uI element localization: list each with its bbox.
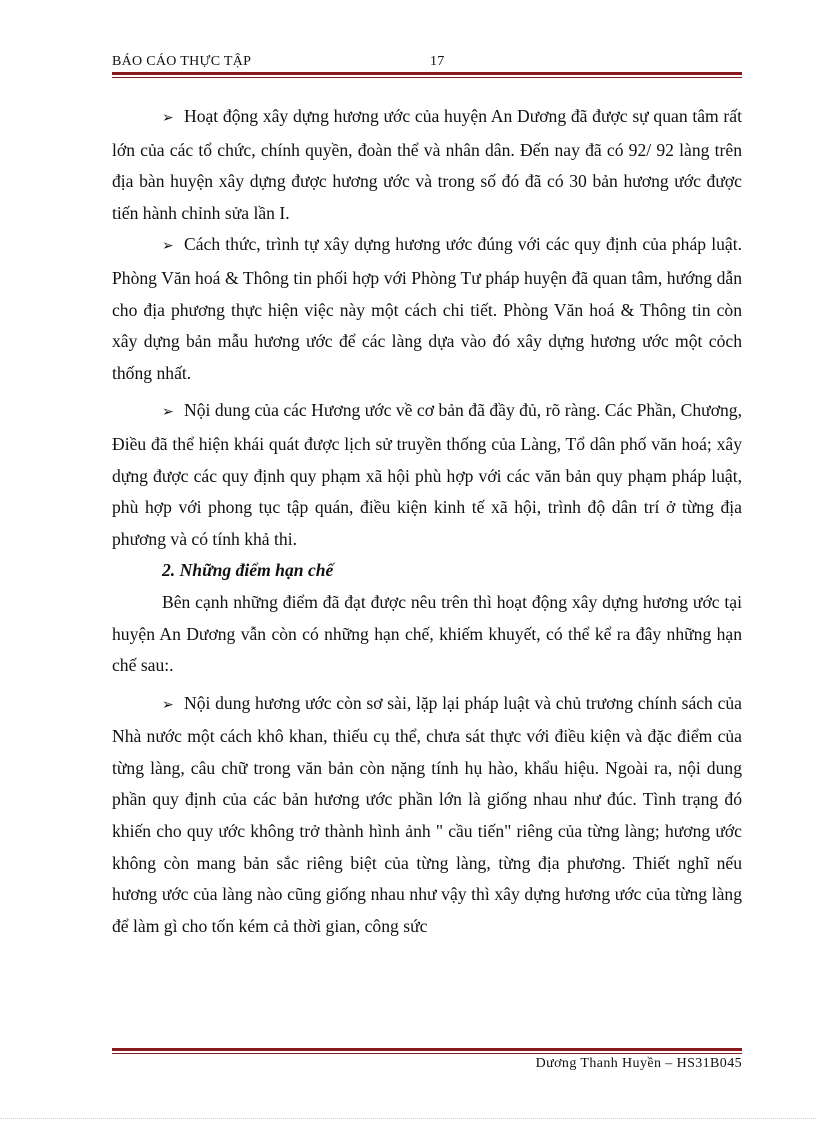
- bullet-paragraph-3: [112, 395, 742, 555]
- footer-rule-thick: [112, 1048, 742, 1051]
- page-header: [112, 54, 742, 74]
- document-body: [112, 101, 742, 942]
- header-rule-thick: [112, 72, 742, 75]
- page-footer-author: Dương Thanh Huyền – HS31B045: [535, 1056, 742, 1071]
- arrow-bullet-icon: ➢: [162, 110, 174, 126]
- paragraph-text: Nội dung hương ước còn sơ sài, lặp lại pháp luật và chủ trương chính sách của Nhà nước một cách khô khan, thiếu cụ thể, chưa sát thực với điều kiện và đặc điểm của từng làng, câu chữ trong văn bản còn nặng tính hụ hào, khẩu hiệu. Ngoài ra, nội dung phần quy định của các bản hương ước phần lớn là giống nhau như đúc. Tình trạng đó khiến cho quy ước không trở thành hình ảnh " cầu tiến" riêng của từng làng; hương ước không còn mang bản sắc riêng biệt của từng làng, từng địa phương. Thiết nghĩ nếu hương ước của làng nào cũng giống nhau như vậy thì xây dựng hương ước của từng làng để làm gì cho tốn kém cả thời gian, công sức: [112, 692, 742, 936]
- paragraph-text: Hoạt động xây dựng hương ước của huyện An Dương đã được sự quan tâm rất lớn của các tổ chức, chính quyền, đoàn thể và nhân dân. Đến nay đã có 92/ 92 làng trên địa bàn huyện xây dựng được hương ước và trong số đó đã có 30 bản hương ước được tiến hành chỉnh sửa lần I.: [112, 106, 742, 223]
- bullet-paragraph-1: [112, 101, 742, 229]
- report-title: BÁO CÁO THỰC TẬP: [112, 54, 252, 69]
- section-heading: 2. Những điểm hạn chế: [162, 560, 334, 581]
- footer-rule: [112, 1048, 742, 1054]
- arrow-bullet-icon: ➢: [162, 696, 174, 713]
- footer-rule-thin: [112, 1053, 742, 1054]
- arrow-bullet-icon: ➢: [162, 404, 174, 421]
- bullet-paragraph-4: [112, 688, 742, 943]
- bullet-paragraph-2: [112, 229, 742, 389]
- page-bottom-border: [0, 1118, 816, 1120]
- header-rule: [112, 72, 742, 78]
- paragraph-text: Cách thức, trình tự xây dựng hương ước đúng với các quy định của pháp luật. Phòng Văn hoá & Thông tin phối hợp với Phòng Tư pháp huyện đã quan tâm, hướng dẫn cho địa phương thực hiện việc này một cách chi tiết. Phòng Văn hoá & Thông tin còn xây dựng bản mẫu hương ước để các làng dựa vào đó xây dựng hương ước một cỏch thống nhất.: [112, 234, 742, 383]
- intro-paragraph: Bên cạnh những điểm đã đạt được nêu trên thì hoạt động xây dựng hương ước tại huyện An Dương vẫn còn có những hạn chế, khiếm khuyết, có thể kể ra đây những hạn chế sau:.: [112, 591, 742, 676]
- paragraph-text: Nội dung của các Hương ước về cơ bản đã đầy đủ, rõ ràng. Các Phần, Chương, Điều đã thể hiện khái quát được lịch sử truyền thống của Làng, Tổ dân phố văn hoá; xây dựng được các quy định quy phạm xã hội phù hợp với các văn bản quy phạm pháp luật, phù hợp với phong tục tập quán, điều kiện kinh tế xã hội, trình độ dân trí ở từng địa phương và có tính khả thi.: [112, 400, 742, 549]
- header-rule-thin: [112, 77, 742, 78]
- arrow-bullet-icon: ➢: [162, 238, 174, 255]
- page-number: 17: [430, 54, 445, 69]
